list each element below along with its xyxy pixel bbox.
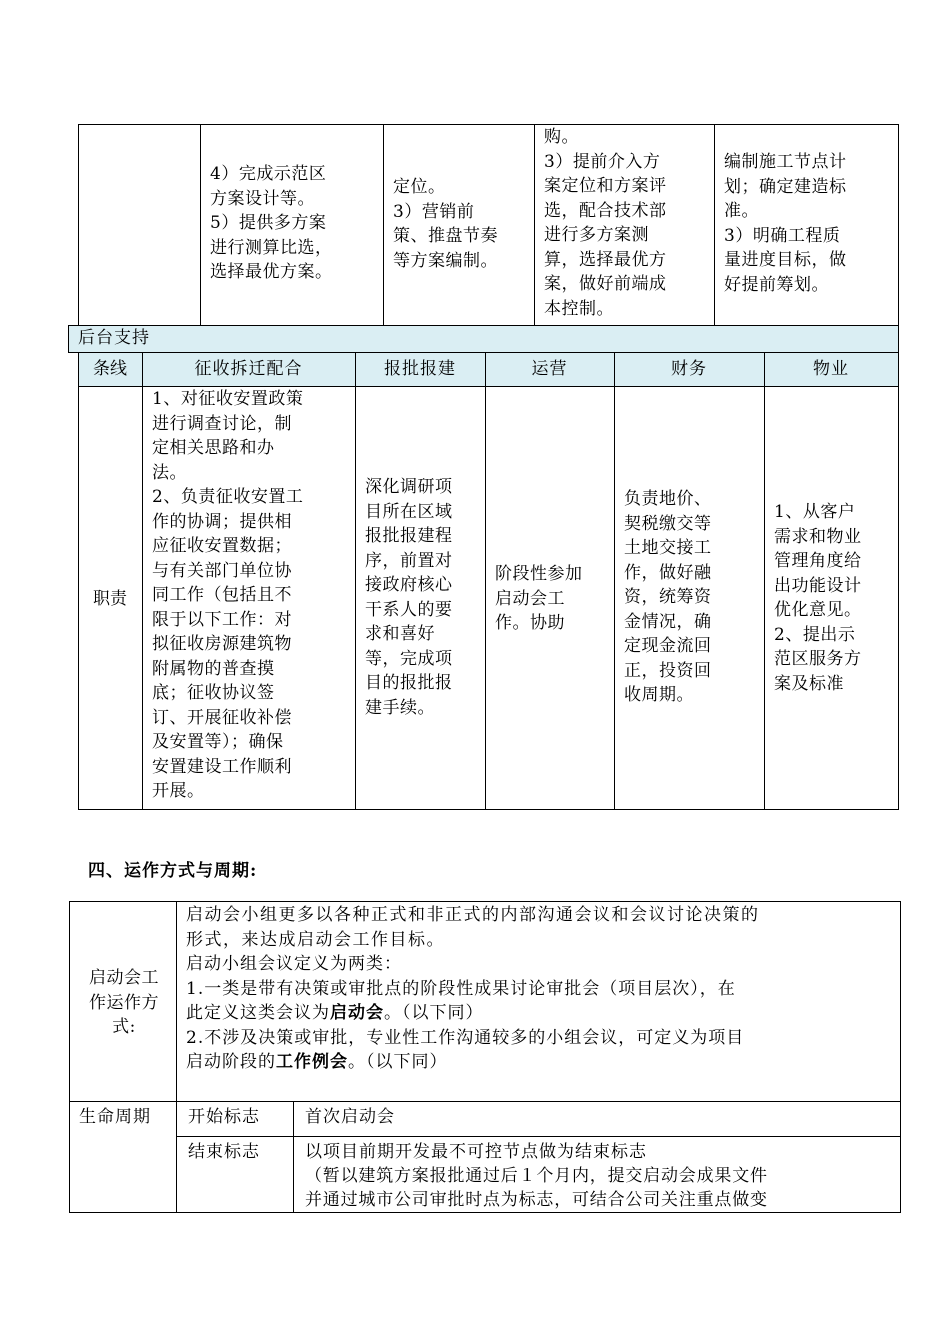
op-line-5c: 。（以下同） [384, 1003, 484, 1023]
kickoff-meeting-term: 启动会 [330, 1003, 384, 1023]
lifecycle-label: 生命周期 [79, 1107, 151, 1127]
section4-heading: 四、运作方式与周期: [88, 861, 258, 881]
end-line-3: 并通过城市公司审批时点为标志，可结合公司关注重点做变 [305, 1190, 768, 1210]
section-title-band [68, 325, 898, 352]
header-tiaoxian: 条线 [93, 359, 127, 379]
duty-wuye: 1、从客户 需求和物业 管理角度给 出功能设计 优化意见。 2、提出示 范区服务方 案及标准 [774, 502, 862, 694]
work-meeting-term: 工作例会 [276, 1052, 348, 1072]
end-line-2: （暂以建筑方案报批通过后１个月内，提交启动会成果文件 [305, 1166, 768, 1186]
header-zhengshou: 征收拆迁配合 [194, 359, 303, 379]
op-line-4: 1.一类是带有决策或审批点的阶段性成果讨论审批会（项目层次），在 [186, 978, 736, 999]
header-caiwu: 财务 [671, 359, 707, 379]
top-col2-text: 4）完成示范区 方案设计等。 5）提供多方案 进行测算比选， 选择最优方案。 [210, 164, 333, 282]
top-col4-text: 购。 3）提前介入方 案定位和方案评 选，配合技术部 进行多方案测 算，选择最优方 案，做好前端成 本控制。 [544, 127, 667, 319]
op-line-6: 2.不涉及决策或审批，专业性工作沟通较多的小组会议，可定义为项目 [186, 1027, 745, 1048]
support-section-title: 后台支持 [78, 328, 150, 348]
op-line-7c: 。（以下同） [348, 1052, 448, 1072]
header-wuye: 物业 [813, 359, 849, 379]
end-label: 结束标志 [188, 1142, 260, 1162]
op-line-7 [186, 1050, 898, 1075]
start-label: 开始标志 [188, 1107, 260, 1127]
header-yunying: 运营 [531, 359, 568, 379]
op-line-2: 形式，来达成启动会工作目标。 [186, 929, 445, 950]
header-baopi: 报批报建 [384, 359, 456, 379]
op-line-5a: 此定义这类会议为 [186, 1003, 330, 1023]
start-value: 首次启动会 [305, 1107, 395, 1127]
operation-mode-label: 启动会工 作运作方 式: [89, 968, 159, 1037]
top-col3-text: 定位。 3）营销前 策、推盘节奏 等方案编制。 [393, 177, 498, 271]
op-line-5 [186, 1001, 898, 1026]
op-line-7a: 启动阶段的 [186, 1052, 276, 1072]
row-label-duty: 职责 [93, 589, 127, 609]
duty-caiwu: 负责地价、 契税缴交等 土地交接工 作，做好融 资，统筹资 金情况，确 定现金流回 正，投资回 收周期。 [624, 489, 712, 705]
duty-baopi: 深化调研项 目所在区域 报批报建程 序，前置对 接政府核心 干系人的要 求和喜好 等，完成项 目的报批报 建手续。 [365, 477, 453, 718]
end-line-1: 以项目前期开发最不可控节点做为结束标志 [305, 1142, 647, 1162]
op-line-1: 启动会小组更多以各种正式和非正式的内部沟通会议和会议讨论决策的 [186, 905, 760, 925]
operation-mode-text [186, 903, 898, 1075]
op-line-3: 启动小组会议定义为两类： [186, 954, 402, 974]
end-value [305, 1140, 899, 1212]
duty-yunying: 阶段性参加 启动会工 作。协助 [495, 564, 583, 633]
duty-zhengshou: 1、对征收安置政策 进行调查讨论，制 定相关思路和办 法。 2、负责征收安置工 作的协调；提供相 应征收安置数据； 与有关部门单位协 同工作（包括且不 限于以下工作：对 拟征收房源建筑物 附属物的普查摸 底；征收协议签 订、开展征收补偿 及安置等）；确保 安置建设工作顺利 开展。 [152, 389, 304, 801]
top-col5-text: 编制施工节点计 划；确定建造标 准。 3）明确工程质 量进度目标，做 好提前筹划。 [724, 152, 847, 295]
